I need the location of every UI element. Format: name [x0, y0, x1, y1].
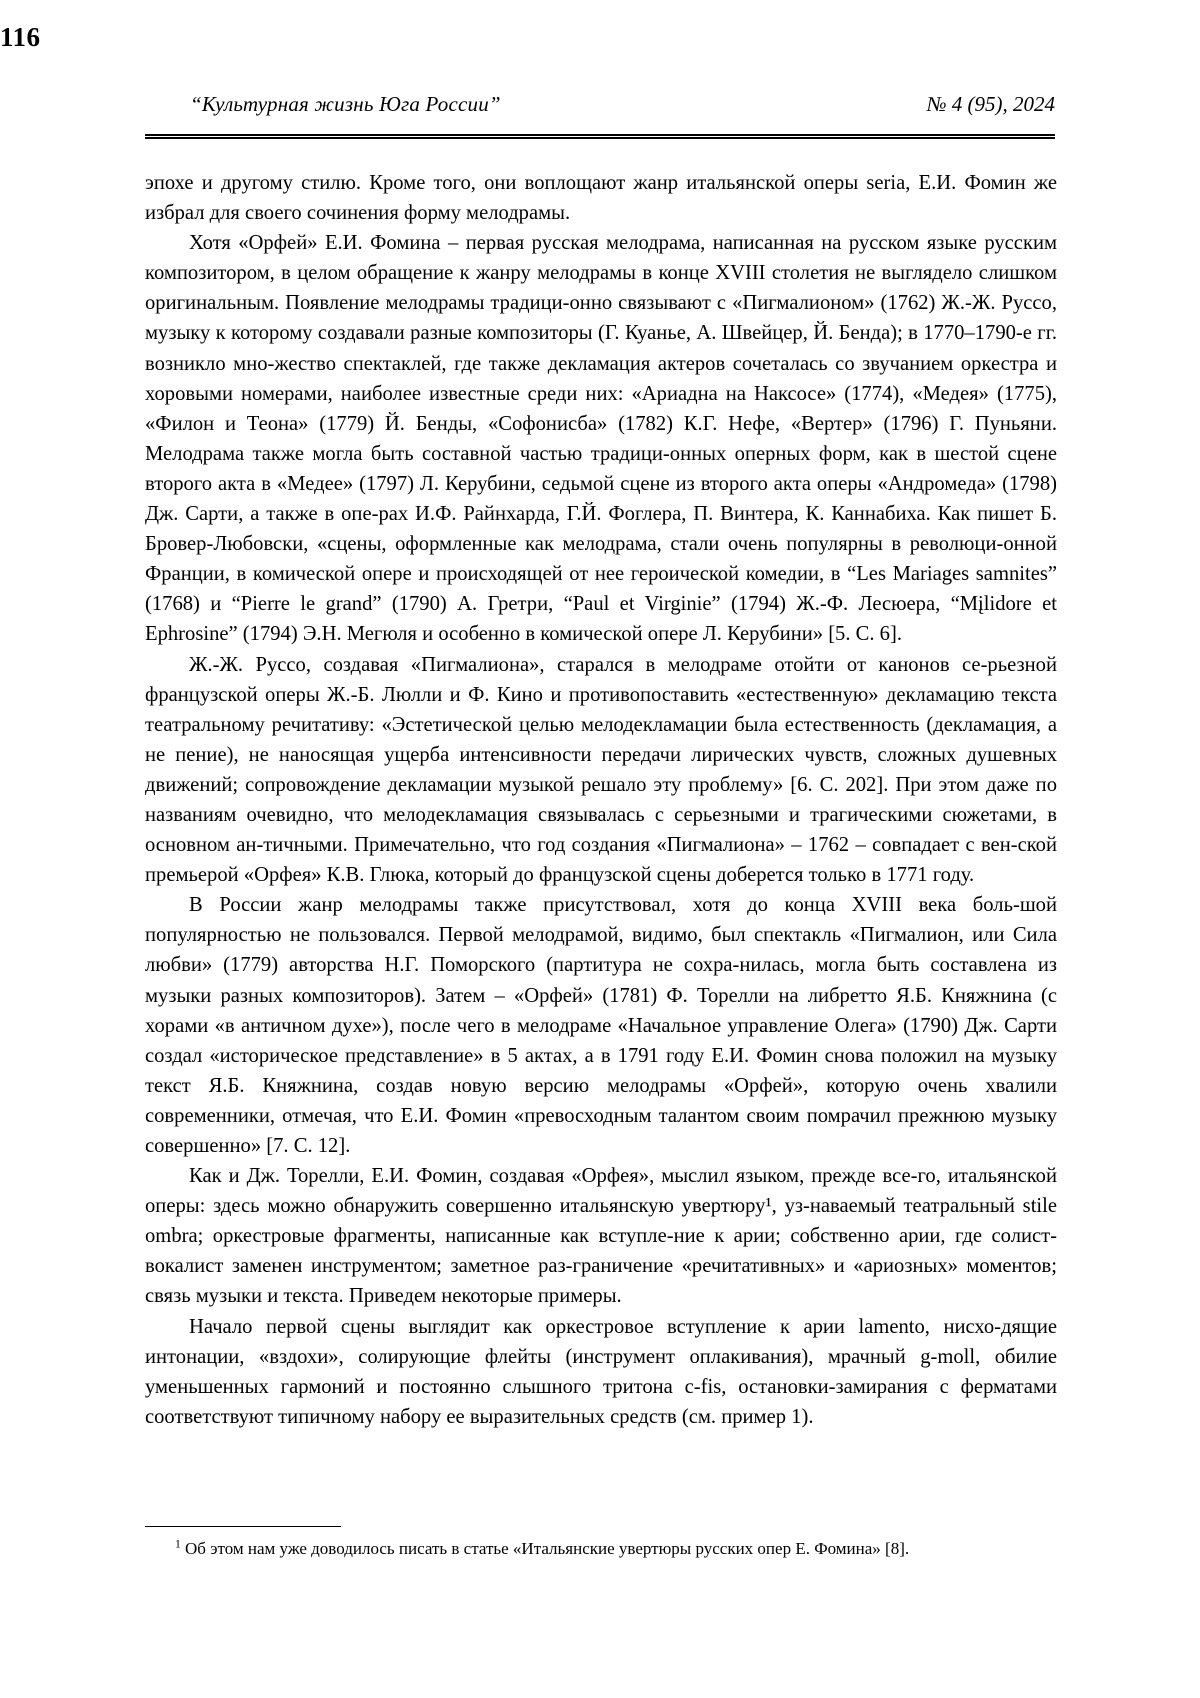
footnote-body: Об этом нам уже доводилось писать в статье «Итальянские увертюры русских опер Е. Фомина» [8]. — [185, 1539, 910, 1558]
footnote-area — [145, 1526, 1057, 1561]
issue-info: № 4 (95), 2024 — [926, 92, 1055, 116]
paragraph: Начало первой сцены выглядит как оркестровое вступление к арии lamento, нисхо-дящие интонации, «вздохи», солирующие флейты (инструмент оплакивания), мрачный g-moll, обилие уменьшенных гармоний и постоянно слышного тритона c-fis, остановки-замирания с ферматами соответствуют типичному набору ее выразительных средств (см. пример 1). — [145, 1315, 1057, 1428]
paragraph: Хотя «Орфей» Е.И. Фомина – первая русская мелодрама, написанная на русском языке русским композитором, в целом обращение к жанру мелодрамы в конце XVIII столетия не выглядело слишком оригинальным. Появление мелодрамы традици-онно связывают с «Пигмалионом» (1762) Ж.-Ж. Руссо, музыку к которому создавали разные композиторы (Г. Куанье, А. Швейцер, Й. Бенда); в 1770–1790-е гг. возникло мно-жество спектаклей, где также декламация актеров сочеталась со звучанием оркестра и хоровыми номерами, наиболее известные среди них: «Ариадна на Наксосе» (1774), «Медея» (1775), «Филон и Теона» (1779) Й. Бенды, «Софонисба» (1782) К.Г. Нефе, «Вертер» (1796) Г. Пуньяни. Мелодрама также могла быть составной частью традици-онных оперных форм, как в шестой сцене второго акта в «Медее» (1797) Л. Керубини, седьмой сцене из второго акта оперы «Андромеда» (1798) Дж. Сарти, а также в опе-рах И.Ф. Райнхарда, Г.Й. Фоглера, П. Винтера, К. Каннабиха. Как пишет Б. Бровер-Любовски, «сцены, оформленные как мелодрама, стали очень популярны в революци-онной Франции, в комической опере и происходящей от нее героической комедии, в “Les Mariages samnites” (1768) и “Pierre le grand” (1790) А. Гретри, “Paul et Virginie” (1794) Ж.-Ф. Лесюера, “Mįlidore et Ephrosine” (1794) Э.Н. Мегюля и особенно в комической опере Л. Керубини» [5. С. 6]. — [145, 232, 1057, 646]
paragraph: Как и Дж. Торелли, Е.И. Фомин, создавая «Орфея», мыслил языком, прежде все-го, итальянской оперы: здесь можно обнаружить совершенно итальянскую увертюру¹, уз-наваемый театральный stile ombra; оркестровые фрагменты, написанные как вступле-ние к арии; собственно арии, где солист-вокалист заменен инструментом; заметное раз-граничение «речитативных» и «ариозных» моментов; связь музыки и текста. Приведем некоторые примеры. — [145, 1165, 1057, 1308]
page-number: 116 — [0, 22, 41, 52]
header-divider — [145, 134, 1055, 139]
footnote — [145, 1537, 1057, 1561]
page-header — [145, 92, 1055, 134]
footnote-marker: 1 — [175, 1537, 181, 1551]
footnote-divider — [145, 1526, 341, 1527]
paragraph: Ж.-Ж. Руссо, создавая «Пигмалиона», старался в мелодраме отойти от канонов се-рьезной французской оперы Ж.-Б. Люлли и Ф. Кино и противопоставить «естественную» декламацию текста театральному речитативу: «Эстетической целью мелодекламации была естественность (декламация, а не пение), не наносящая ущерба интенсивности передачи лирических чувств, сложных душевных движений; сопровождение декламации музыкой решало эту проблему» [6. С. 202]. При этом даже по названиям очевидно, что мелодекламация связывалась с серьезными и трагическими сюжетами, в основном ан-тичными. Примечательно, что год создания «Пигмалиона» – 1762 – совпадает с вен-ской премьерой «Орфея» К.В. Глюка, который до французской сцены доберется только в 1771 году. — [145, 653, 1057, 887]
paragraph: В России жанр мелодрамы также присутствовал, хотя до конца XVIII века боль-шой популярностью не пользовался. Первой мелодрамой, видимо, был спектакль «Пигмалион, или Сила любви» (1779) авторства Н.Г. Поморского (партитура не сохра-нилась, могла быть составлена из музыки разных композиторов). Затем – «Орфей» (1781) Ф. Торелли на либретто Я.Б. Княжнина (с хорами «в античном духе»), после чего в мелодраме «Начальное управление Олега» (1790) Дж. Сарти создал «историческое представление» в 5 актах, а в 1791 году Е.И. Фомин снова положил на музыку текст Я.Б. Княжнина, создав новую версию мелодрамы «Орфей», которую очень хвалили современники, отмечая, что Е.И. Фомин «превосходным талантом своим помрачил прежнюю музыку совершенно» [7. С. 12]. — [145, 894, 1057, 1157]
paragraph: эпохе и другому стилю. Кроме того, они воплощают жанр итальянской оперы seria, Е.И. Фомин же избрал для своего сочинения форму мелодрамы. — [145, 172, 1057, 225]
article-body — [145, 168, 1057, 1432]
journal-title: “Культурная жизнь Юга России” — [190, 92, 501, 116]
